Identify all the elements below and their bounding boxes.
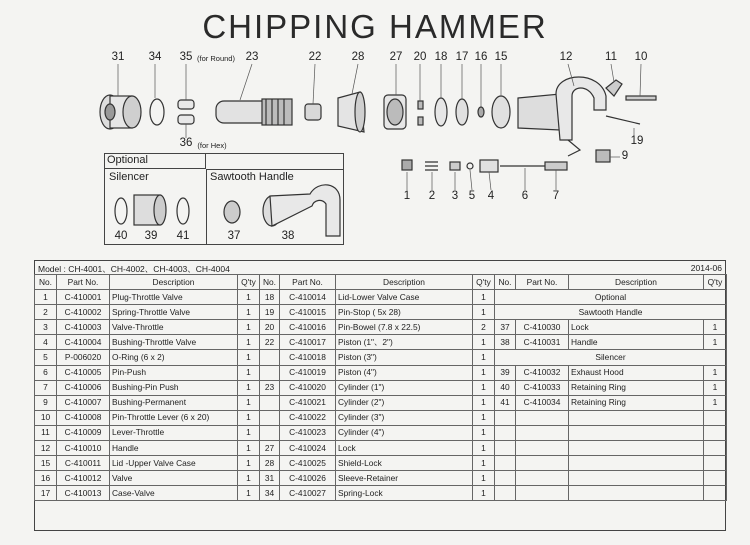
quantity-cell: 1 [238,290,260,305]
quantity-cell: 1 [238,425,260,440]
quantity-cell: 1 [238,335,260,350]
callout-34: 34 [148,51,162,63]
description-cell [569,471,704,486]
part-18-drawing [435,98,447,126]
description-cell: Handle [569,335,704,350]
item-number-cell: 34 [260,486,280,501]
description-cell: Sleeve-Retainer [336,471,473,486]
item-number-cell [495,486,516,501]
column-header: No. [495,275,516,290]
part-36-drawing [178,115,194,124]
item-number-cell: 17 [35,486,57,501]
part-3-drawing [450,162,460,170]
part-number-cell: C-410010 [57,441,110,456]
table-row [35,456,727,471]
description-cell: Piston (1"、2") [336,335,473,350]
callout-36-note: (for Hex) [197,141,227,150]
quantity-cell [704,471,727,486]
part-number-cell: C-410021 [280,395,336,410]
part-number-cell [516,471,569,486]
sawtooth-label: Sawtooth Handle [210,171,294,183]
description-cell [569,456,704,471]
callout-5: 5 [468,190,476,202]
column-header: Q'ty [238,275,260,290]
part-4-drawing [480,160,498,172]
part-number-cell: C-410022 [280,410,336,425]
callout-11: 11 [605,51,617,63]
part-23-drawing [216,99,292,125]
description-cell [569,410,704,425]
section-heading-cell: Optional [495,290,727,305]
part-22-drawing [305,104,321,120]
callout-39: 39 [144,230,158,242]
quantity-cell: 1 [238,395,260,410]
callout-4: 4 [487,190,495,202]
item-number-cell: 4 [35,335,57,350]
optional-heading: Optional [104,153,206,169]
quantity-cell: 1 [473,471,495,486]
table-row [35,365,727,380]
item-number-cell: 41 [495,395,516,410]
description-cell: Spring-Throttle Valve [110,305,238,320]
parts-table-body [35,275,727,501]
column-header: Q'ty [473,275,495,290]
quantity-cell: 1 [238,471,260,486]
quantity-cell [704,441,727,456]
quantity-cell: 1 [704,320,727,335]
description-cell: Handle [110,441,238,456]
part-number-cell: C-410032 [516,365,569,380]
part-number-cell: C-410001 [57,290,110,305]
callout-37: 37 [227,230,241,242]
column-header: Part No. [516,275,569,290]
quantity-cell: 1 [238,365,260,380]
quantity-cell: 1 [473,486,495,501]
item-number-cell: 16 [35,471,57,486]
callout-36: 36 [179,137,193,149]
part-number-cell [516,456,569,471]
quantity-cell: 1 [238,380,260,395]
quantity-cell: 1 [238,441,260,456]
table-row [35,350,727,365]
quantity-cell: 1 [473,441,495,456]
table-row [35,335,727,350]
part-number-cell: C-410025 [280,456,336,471]
description-cell: Bushing-Throttle Valve [110,335,238,350]
part-number-cell: C-410011 [57,456,110,471]
callout-19: 19 [630,135,644,147]
description-cell: Pin-Push [110,365,238,380]
callout-35: 35 [179,51,193,63]
part-number-cell: C-410023 [280,425,336,440]
section-heading-cell: Sawtooth Handle [495,305,727,320]
description-cell: Valve [110,471,238,486]
page-title: CHIPPING HAMMER [202,8,548,45]
description-cell: Lock [336,441,473,456]
callout-31: 31 [111,51,125,63]
part-number-cell: C-410031 [516,335,569,350]
table-row [35,320,727,335]
quantity-cell: 1 [473,425,495,440]
quantity-cell: 1 [238,305,260,320]
item-number-cell: 18 [260,290,280,305]
description-cell: Retaining Ring [569,380,704,395]
callout-17: 17 [455,51,469,63]
callout-28: 28 [351,51,365,63]
part-number-cell: C-410006 [57,380,110,395]
part-number-cell [516,486,569,501]
quantity-cell: 1 [473,290,495,305]
item-number-cell: 37 [495,320,516,335]
description-cell: Lid-Lower Valve Case [336,290,473,305]
description-cell: Pin-Stop ( 5x 28) [336,305,473,320]
item-number-cell: 5 [35,350,57,365]
part-1-drawing [402,160,412,170]
item-number-cell [260,425,280,440]
callout-18: 18 [434,51,448,63]
part-2-drawing [425,162,438,170]
description-cell: Bushing-Pin Push [110,380,238,395]
callout-20: 20 [413,51,427,63]
part-number-cell: C-410020 [280,380,336,395]
quantity-cell: 1 [473,456,495,471]
part-16-drawing [478,107,484,117]
quantity-cell: 1 [473,380,495,395]
part-number-cell: C-410033 [516,380,569,395]
item-number-cell: 28 [260,456,280,471]
part-number-cell: C-410002 [57,305,110,320]
callout-7: 7 [552,190,560,202]
part-number-cell: C-410026 [280,471,336,486]
part-15-drawing [492,96,510,128]
table-header-row [35,275,727,290]
item-number-cell: 38 [495,335,516,350]
quantity-cell: 1 [704,365,727,380]
item-number-cell: 31 [260,471,280,486]
part-number-cell: C-410034 [516,395,569,410]
section-heading-cell: Silencer [495,350,727,365]
item-number-cell [260,350,280,365]
item-number-cell: 20 [260,320,280,335]
callout-10: 10 [634,51,648,63]
part-number-cell: C-410024 [280,441,336,456]
item-number-cell: 39 [495,365,516,380]
item-number-cell [260,365,280,380]
item-number-cell: 15 [35,456,57,471]
quantity-cell: 1 [473,350,495,365]
quantity-cell [704,410,727,425]
item-number-cell: 19 [260,305,280,320]
callout-2: 2 [428,190,436,202]
quantity-cell: 1 [704,380,727,395]
description-cell: Lid -Upper Valve Case [110,456,238,471]
item-number-cell: 22 [260,335,280,350]
description-cell [569,425,704,440]
part-number-cell: C-410013 [57,486,110,501]
part-number-cell: C-410009 [57,425,110,440]
part-7-drawing [545,162,567,170]
part-number-cell: C-410008 [57,410,110,425]
item-number-cell: 7 [35,380,57,395]
description-cell: Retaining Ring [569,395,704,410]
item-number-cell: 12 [35,441,57,456]
part-5-drawing [467,163,473,169]
callout-9: 9 [621,150,629,162]
quantity-cell: 1 [238,320,260,335]
item-number-cell: 40 [495,380,516,395]
quantity-cell: 1 [238,456,260,471]
description-cell: Plug-Throttle Valve [110,290,238,305]
part-number-cell: P-006020 [57,350,110,365]
description-cell: Bushing-Permanent [110,395,238,410]
part-12-drawing [518,77,606,156]
part-number-cell: C-410030 [516,320,569,335]
column-header: Description [110,275,238,290]
part-number-cell: C-410007 [57,395,110,410]
item-number-cell [260,395,280,410]
table-row [35,486,727,501]
part-number-cell: C-410018 [280,350,336,365]
part-35-drawing [178,100,194,109]
part-27-drawing [384,95,406,129]
table-row [35,290,727,305]
description-cell: Pin-Throttle Lever (6 x 20) [110,410,238,425]
model-line: Model : CH-4001、CH-4002、CH-4003、CH-4004 [38,264,230,274]
column-header: Part No. [57,275,110,290]
callout-38: 38 [281,230,295,242]
table-row [35,441,727,456]
part-9-drawing [596,150,610,162]
part-number-cell: C-410017 [280,335,336,350]
item-number-cell [495,441,516,456]
item-number-cell: 23 [260,380,280,395]
description-cell: Pin-Bowel (7.8 x 22.5) [336,320,473,335]
quantity-cell [704,456,727,471]
description-cell: Valve-Throttle [110,320,238,335]
part-number-cell [516,425,569,440]
description-cell: Lever-Throttle [110,425,238,440]
column-header: Description [336,275,473,290]
quantity-cell: 1 [473,395,495,410]
callout-27: 27 [389,51,403,63]
silencer-label: Silencer [109,171,149,183]
description-cell: Cylinder (3") [336,410,473,425]
column-header: Q'ty [704,275,727,290]
callout-41: 41 [176,230,190,242]
description-cell [569,486,704,501]
quantity-cell: 1 [473,335,495,350]
revision-date: 2014-06 [690,263,722,273]
quantity-cell: 1 [704,395,727,410]
item-number-cell [495,456,516,471]
callout-6: 6 [521,190,529,202]
table-row [35,395,727,410]
quantity-cell: 1 [238,410,260,425]
column-header: Description [569,275,704,290]
callout-3: 3 [451,190,459,202]
quantity-cell: 2 [473,320,495,335]
callout-12: 12 [559,51,573,63]
item-number-cell [495,410,516,425]
part-number-cell: C-410016 [280,320,336,335]
item-number-cell: 3 [35,320,57,335]
column-header: Part No. [280,275,336,290]
part-10-drawing [626,96,656,100]
item-number-cell: 10 [35,410,57,425]
callout-40: 40 [114,230,128,242]
quantity-cell [704,425,727,440]
part-number-cell: C-410015 [280,305,336,320]
item-number-cell: 2 [35,305,57,320]
description-cell: Piston (4") [336,365,473,380]
item-number-cell: 11 [35,425,57,440]
parts-table [34,274,727,501]
item-number-cell [495,471,516,486]
callout-1: 1 [403,190,411,202]
part-17-drawing [456,99,468,125]
item-number-cell: 27 [260,441,280,456]
part-34-drawing [150,99,164,125]
quantity-cell: 1 [473,410,495,425]
description-cell: Spring-Lock [336,486,473,501]
quantity-cell: 1 [238,486,260,501]
part-31-drawing [100,95,141,129]
item-number-cell [260,410,280,425]
callout-23: 23 [245,51,259,63]
part-number-cell: C-410019 [280,365,336,380]
quantity-cell: 1 [704,335,727,350]
quantity-cell: 1 [238,350,260,365]
quantity-cell: 1 [473,305,495,320]
description-cell: Cylinder (4") [336,425,473,440]
part-number-cell: C-410027 [280,486,336,501]
part-number-cell: C-410005 [57,365,110,380]
description-cell: O-Ring (6 x 2) [110,350,238,365]
quantity-cell: 1 [473,365,495,380]
quantity-cell [704,486,727,501]
item-number-cell: 6 [35,365,57,380]
part-number-cell: C-410014 [280,290,336,305]
description-cell: Shield-Lock [336,456,473,471]
callout-16: 16 [474,51,488,63]
callout-22: 22 [308,51,322,63]
part-28-drawing [338,92,365,132]
part-number-cell: C-410003 [57,320,110,335]
description-cell: Exhaust Hood [569,365,704,380]
part-number-cell [516,410,569,425]
item-number-cell: 1 [35,290,57,305]
part-number-cell: C-410004 [57,335,110,350]
part-number-cell [516,441,569,456]
table-row [35,425,727,440]
description-cell [569,441,704,456]
part-11-drawing [606,80,622,96]
table-row [35,471,727,486]
callout-15: 15 [494,51,508,63]
description-cell: Lock [569,320,704,335]
description-cell: Cylinder (1") [336,380,473,395]
description-cell: Cylinder (2") [336,395,473,410]
callout-35-note: (for Round) [197,54,235,63]
part-20-drawing [418,101,423,109]
table-row [35,410,727,425]
table-row [35,380,727,395]
part-number-cell: C-410012 [57,471,110,486]
description-cell: Case-Valve [110,486,238,501]
part-19-drawing [606,116,640,124]
description-cell: Piston (3") [336,350,473,365]
item-number-cell [495,425,516,440]
column-header: No. [35,275,57,290]
column-header: No. [260,275,280,290]
item-number-cell: 9 [35,395,57,410]
table-row [35,305,727,320]
